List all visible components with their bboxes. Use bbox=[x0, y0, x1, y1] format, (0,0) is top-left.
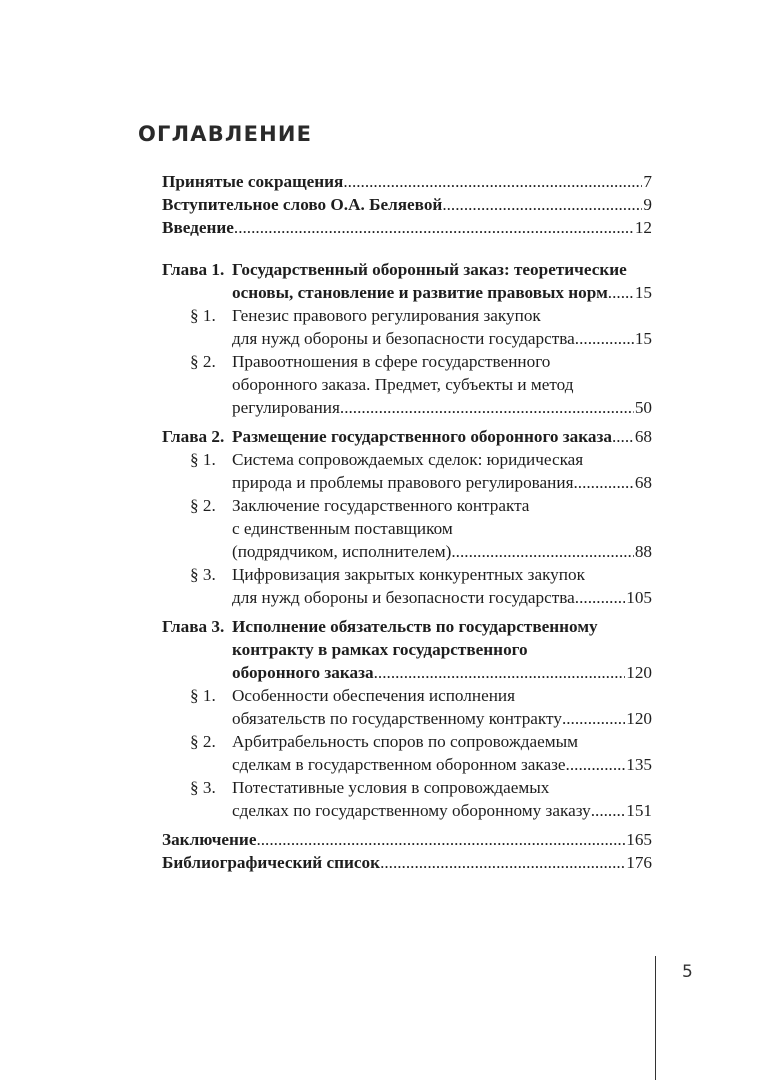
dot-leader bbox=[343, 170, 642, 193]
toc-group bbox=[162, 258, 652, 419]
toc-entry-section[interactable] bbox=[162, 304, 652, 350]
entry-page-number: 68 bbox=[634, 473, 652, 492]
entry-prefix: § 2. bbox=[190, 732, 216, 751]
toc-entry-section[interactable] bbox=[162, 494, 652, 563]
toc-entry-section[interactable] bbox=[162, 684, 652, 730]
entry-last-line bbox=[232, 753, 652, 776]
entry-body bbox=[162, 170, 652, 193]
entry-page-number: 15 bbox=[634, 329, 652, 348]
entry-page-number: 15 bbox=[634, 283, 652, 302]
dot-leader bbox=[256, 828, 625, 851]
entry-title-line: Введение bbox=[162, 218, 234, 237]
toc-group bbox=[162, 425, 652, 609]
entry-page-number: 12 bbox=[634, 218, 652, 237]
entry-last-line bbox=[162, 216, 652, 239]
entry-title-line: Цифровизация закрытых конкурентных закупок bbox=[232, 565, 585, 584]
entry-title-line: природа и проблемы правового регулирования bbox=[232, 473, 574, 492]
entry-title-line: для нужд обороны и безопасности государства bbox=[232, 588, 575, 607]
entry-title-line: Размещение государственного оборонного заказа bbox=[232, 427, 612, 446]
entry-prefix: § 2. bbox=[190, 496, 216, 515]
entry-last-line bbox=[162, 828, 652, 851]
toc-group bbox=[162, 170, 652, 239]
entry-body bbox=[232, 563, 652, 609]
entry-prefix: § 1. bbox=[190, 686, 216, 705]
entry-prefix: § 1. bbox=[190, 450, 216, 469]
entry-prefix: § 3. bbox=[190, 778, 216, 797]
toc-entry-section[interactable] bbox=[162, 448, 652, 494]
entry-body bbox=[162, 216, 652, 239]
dot-leader bbox=[575, 327, 634, 350]
toc-entry-section[interactable] bbox=[162, 350, 652, 419]
entry-title-line: Особенности обеспечения исполнения bbox=[232, 686, 515, 705]
entry-title-line: Арбитрабельность споров по сопровождаемым bbox=[232, 732, 579, 751]
toc-entry-top[interactable] bbox=[162, 851, 652, 874]
entry-prefix: § 2. bbox=[190, 352, 216, 371]
dot-leader bbox=[374, 661, 626, 684]
entry-last-line bbox=[232, 281, 652, 304]
entry-body bbox=[232, 684, 652, 730]
entry-last-line bbox=[232, 661, 652, 684]
dot-leader bbox=[566, 753, 626, 776]
entry-page-number: 120 bbox=[626, 663, 652, 682]
entry-body bbox=[232, 258, 652, 304]
entry-title-line: Генезис правового регулирования закупок bbox=[232, 306, 541, 325]
entry-body bbox=[232, 350, 652, 419]
entry-body bbox=[232, 448, 652, 494]
dot-leader bbox=[562, 707, 625, 730]
toc-entry-top[interactable] bbox=[162, 216, 652, 239]
entry-title-line: Потестативные условия в сопровождаемых bbox=[232, 778, 550, 797]
entry-title-line: Система сопровождаемых сделок: юридическая bbox=[232, 450, 584, 469]
entry-page-number: 68 bbox=[634, 427, 652, 446]
entry-page-number: 151 bbox=[626, 801, 652, 820]
entry-title-line: Вступительное слово О.А. Беляевой bbox=[162, 195, 443, 214]
entry-last-line bbox=[232, 586, 652, 609]
page-title: ОГЛАВЛЕНИЕ bbox=[138, 122, 313, 146]
entry-title-line: Правоотношения в сфере государственного bbox=[232, 352, 551, 371]
dot-leader bbox=[612, 425, 634, 448]
entry-last-line bbox=[232, 327, 652, 350]
entry-page-number: 7 bbox=[643, 172, 652, 191]
page-number: 5 bbox=[682, 962, 693, 982]
toc-group bbox=[162, 615, 652, 822]
entry-title-line: Библиографический список bbox=[162, 853, 381, 872]
entry-last-line bbox=[232, 707, 652, 730]
entry-last-line bbox=[232, 540, 652, 563]
entry-page-number: 135 bbox=[626, 755, 652, 774]
entry-title-line: оборонного заказа bbox=[232, 663, 374, 682]
entry-title-line: Заключение государственного контракта bbox=[232, 496, 530, 515]
entry-page-number: 105 bbox=[626, 588, 652, 607]
dot-leader bbox=[340, 396, 634, 419]
toc-entry-section[interactable] bbox=[162, 776, 652, 822]
entry-body bbox=[162, 828, 652, 851]
toc-entry-chapter[interactable] bbox=[162, 258, 652, 304]
entry-title-line: с единственным поставщиком bbox=[232, 519, 453, 538]
entry-page-number: 9 bbox=[643, 195, 652, 214]
entry-title-line: Государственный оборонный заказ: теоретические bbox=[232, 260, 627, 279]
toc-entry-section[interactable] bbox=[162, 730, 652, 776]
entry-page-number: 120 bbox=[626, 709, 652, 728]
entry-page-number: 176 bbox=[626, 853, 652, 872]
entry-body bbox=[162, 193, 652, 216]
dot-leader bbox=[573, 471, 633, 494]
entry-body bbox=[232, 425, 652, 448]
entry-page-number: 88 bbox=[634, 542, 652, 561]
entry-body bbox=[162, 851, 652, 874]
dot-leader bbox=[575, 586, 625, 609]
toc-group bbox=[162, 828, 652, 874]
toc-entry-top[interactable] bbox=[162, 170, 652, 193]
toc-entry-chapter[interactable] bbox=[162, 615, 652, 684]
entry-title-line: основы, становление и развитие правовых норм bbox=[232, 283, 608, 302]
entry-title-line: регулирования bbox=[232, 398, 340, 417]
entry-title-line: Исполнение обязательств по государственному bbox=[232, 617, 598, 636]
entry-body bbox=[232, 730, 652, 776]
dot-leader bbox=[591, 799, 625, 822]
entry-prefix: § 1. bbox=[190, 306, 216, 325]
entry-last-line bbox=[232, 425, 652, 448]
entry-title-line: (подрядчиком, исполнителем) bbox=[232, 542, 452, 561]
dot-leader bbox=[234, 216, 634, 239]
toc-entry-top[interactable] bbox=[162, 828, 652, 851]
entry-title-line: сделкам в государственном оборонном заказе bbox=[232, 755, 566, 774]
entry-title-line: Заключение bbox=[162, 830, 257, 849]
margin-rule bbox=[655, 956, 656, 1080]
entry-page-number: 50 bbox=[634, 398, 652, 417]
entry-prefix: Глава 1. bbox=[162, 260, 225, 279]
entry-last-line bbox=[232, 471, 652, 494]
entry-body bbox=[232, 304, 652, 350]
entry-body bbox=[232, 615, 652, 684]
dot-leader bbox=[608, 281, 634, 304]
toc-entry-top[interactable] bbox=[162, 193, 652, 216]
entry-last-line bbox=[232, 396, 652, 419]
toc-entry-chapter[interactable] bbox=[162, 425, 652, 448]
entry-body bbox=[232, 494, 652, 563]
entry-prefix: § 3. bbox=[190, 565, 216, 584]
entry-title-line: обязательств по государственному контракту bbox=[232, 709, 562, 728]
entry-prefix: Глава 2. bbox=[162, 427, 225, 446]
entry-title-line: для нужд обороны и безопасности государства bbox=[232, 329, 575, 348]
entry-title-line: оборонного заказа. Предмет, субъекты и метод bbox=[232, 375, 574, 394]
dot-leader bbox=[442, 193, 642, 216]
entry-last-line bbox=[162, 170, 652, 193]
entry-body bbox=[232, 776, 652, 822]
entry-last-line bbox=[162, 851, 652, 874]
dot-leader bbox=[380, 851, 625, 874]
entry-page-number: 165 bbox=[626, 830, 652, 849]
toc-entry-section[interactable] bbox=[162, 563, 652, 609]
entry-title-line: контракту в рамках государственного bbox=[232, 640, 528, 659]
table-of-contents bbox=[162, 170, 652, 880]
entry-last-line bbox=[232, 799, 652, 822]
entry-last-line bbox=[162, 193, 652, 216]
entry-prefix: Глава 3. bbox=[162, 617, 225, 636]
entry-title-line: сделках по государственному оборонному заказу bbox=[232, 801, 591, 820]
entry-title-line: Принятые сокращения bbox=[162, 172, 344, 191]
dot-leader bbox=[451, 540, 633, 563]
